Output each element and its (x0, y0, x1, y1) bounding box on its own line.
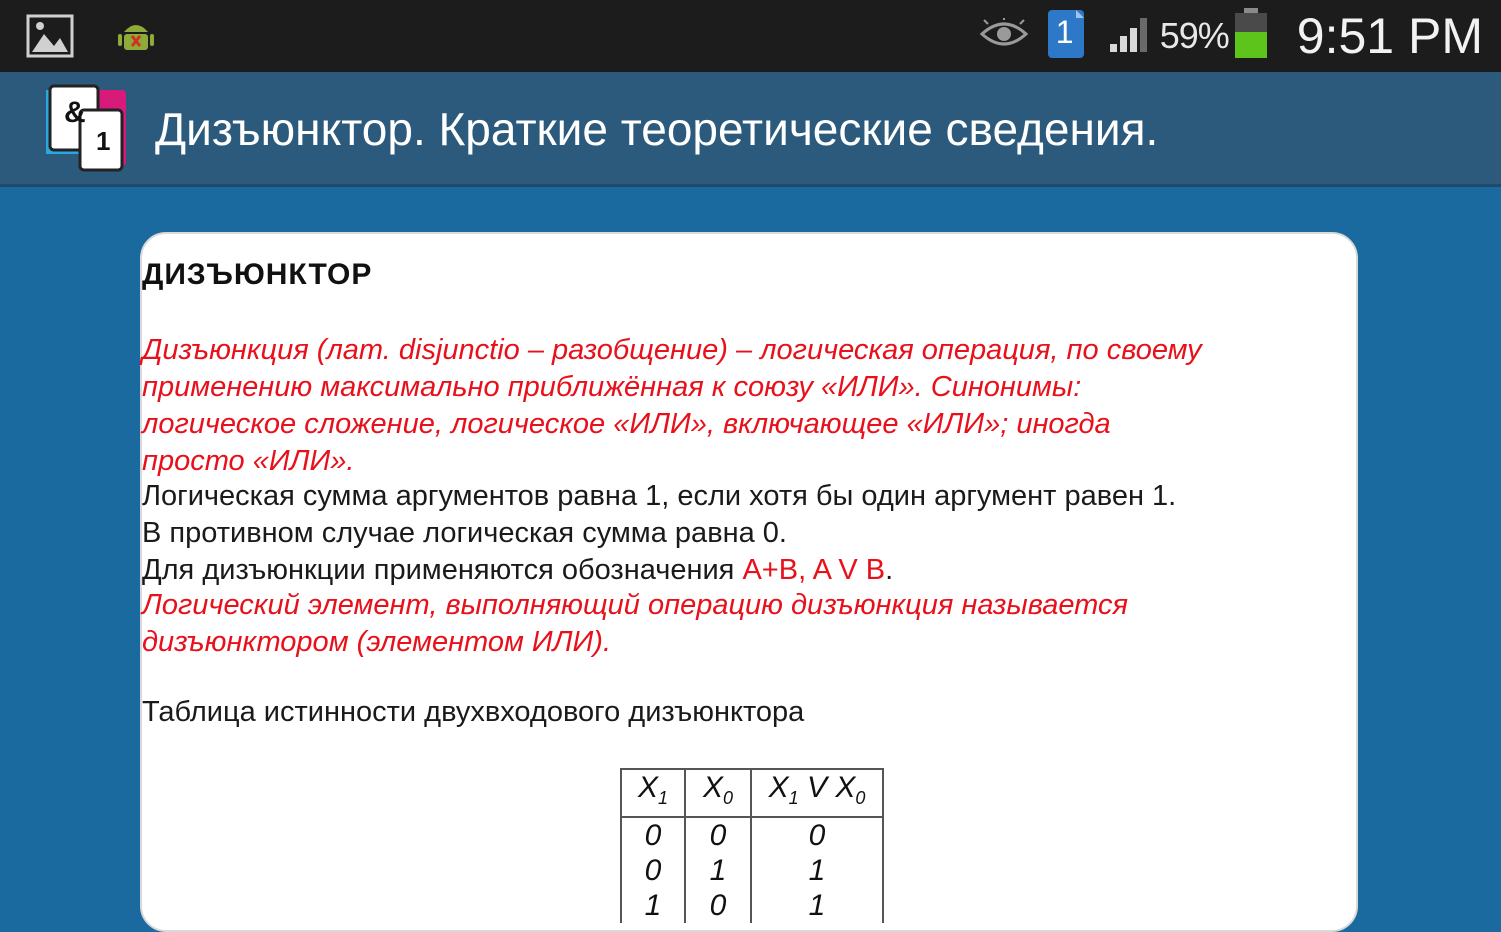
definition-line: просто «ИЛИ». (142, 445, 355, 477)
definition-line: применению максимально приближённая к союзу «ИЛИ». Синонимы: (142, 371, 1082, 403)
table-row (621, 817, 883, 853)
status-bar (0, 0, 1501, 72)
element-line: Логический элемент, выполняющий операцию дизъюнкция называется (142, 589, 1128, 621)
app-icon-glyph-and: & (64, 96, 86, 129)
page-title: Дизъюнктор. Краткие теоретические сведения. (155, 103, 1159, 155)
definition-paragraph (142, 332, 1360, 480)
sum-line: В противном случае логическая сумма равна 0. (142, 517, 787, 549)
truth-table-header-row (621, 769, 883, 817)
element-line: дизъюнктором (элементом ИЛИ). (142, 626, 612, 658)
definition-line: логическое сложение, логическое «ИЛИ», включающее «ИЛИ»; иногда (142, 408, 1111, 440)
table-cell: 1 (751, 888, 883, 923)
content-heading: ДИЗЪЮНКТОР (142, 258, 373, 291)
notification-badge-icon (1046, 8, 1086, 65)
logic-gates-app-icon[interactable] (40, 82, 132, 179)
android-debug-icon (118, 16, 154, 61)
table-caption: Таблица истинности двухвходового дизъюнктора (142, 696, 805, 728)
table-cell: 0 (621, 853, 685, 888)
notation-suffix: . (885, 554, 894, 586)
notification-count: 1 (1055, 13, 1074, 50)
header-x1: $X_1$ (621, 769, 685, 817)
table-cell: 1 (751, 853, 883, 888)
status-bar-right (980, 0, 1483, 72)
clock: 9:51 PM (1296, 8, 1483, 64)
table-row (621, 853, 883, 888)
table-cell: 0 (685, 817, 751, 853)
action-bar (0, 72, 1501, 187)
gallery-icon (26, 14, 74, 63)
notation-prefix: Для дизъюнкции применяются обозначения (142, 554, 743, 586)
content-card[interactable] (140, 232, 1358, 932)
status-bar-left (26, 14, 154, 63)
eye-icon (980, 18, 1028, 55)
table-cell: 1 (685, 853, 751, 888)
table-cell: 0 (621, 817, 685, 853)
notation-line (142, 552, 1360, 589)
table-cell: 0 (751, 817, 883, 853)
sum-paragraph (142, 478, 1360, 589)
notation-symbols: A+B, A V B (742, 554, 886, 586)
signal-icon (1108, 14, 1154, 59)
battery-icon (1233, 8, 1269, 65)
table-row (621, 888, 883, 923)
header-x0: $X_0$ (685, 769, 751, 817)
header-x1-or-x0: $X_1$ V $X_0$ (751, 769, 883, 817)
definition-line: Дизъюнкция (лат. disjunctio – разобщение) – логическая операция, по своему (142, 334, 1202, 366)
battery-percent: 59% (1159, 15, 1229, 56)
app-icon-glyph-one: 1 (96, 126, 111, 156)
element-paragraph (142, 587, 1360, 661)
sum-line: Логическая сумма аргументов равна 1, если хотя бы один аргумент равен 1. (142, 480, 1177, 512)
table-cell: 1 (621, 888, 685, 923)
table-cell: 0 (685, 888, 751, 923)
